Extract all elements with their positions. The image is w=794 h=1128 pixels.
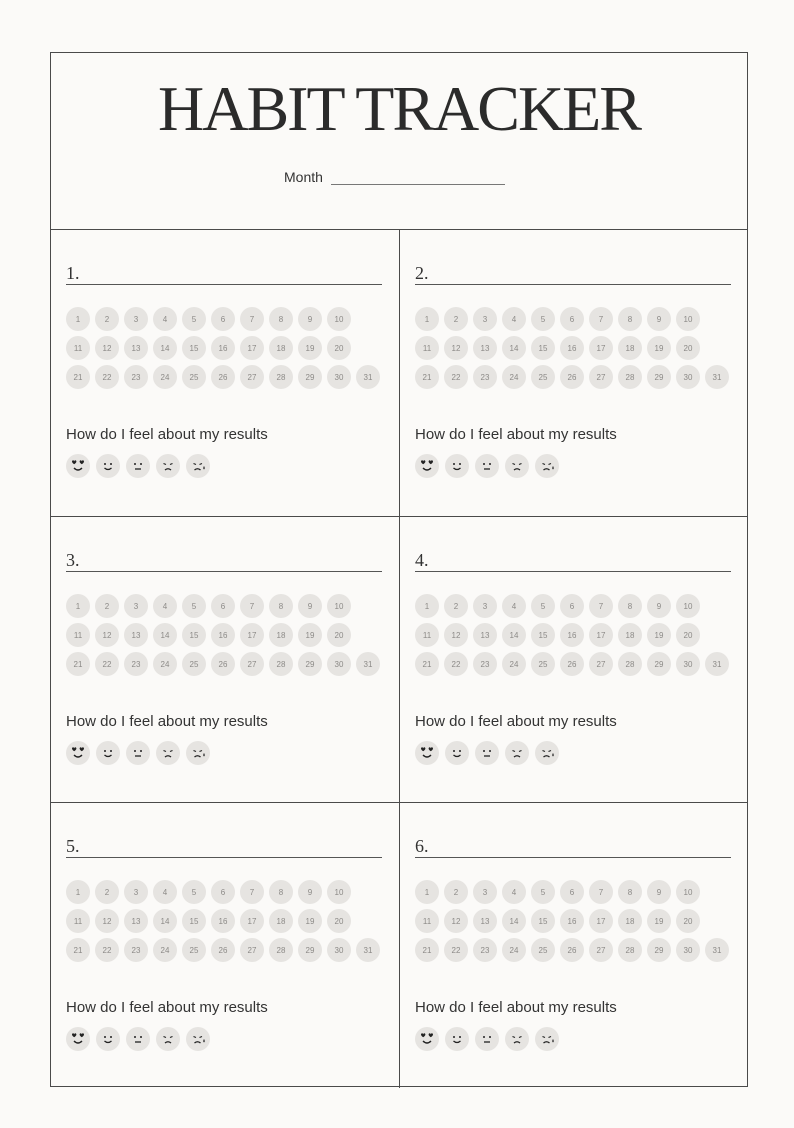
- day-row: [415, 880, 735, 909]
- day-circle[interactable]: 22: [444, 652, 468, 676]
- day-circle[interactable]: 31: [356, 652, 380, 676]
- day-circle[interactable]: 14: [502, 336, 526, 360]
- day-circle[interactable]: 10: [327, 307, 351, 331]
- smile-face-icon[interactable]: [96, 1027, 120, 1051]
- day-circle[interactable]: 23: [124, 365, 148, 389]
- day-circle[interactable]: 24: [153, 365, 177, 389]
- day-circle[interactable]: 27: [589, 652, 613, 676]
- day-circle[interactable]: 18: [618, 336, 642, 360]
- day-circle[interactable]: 8: [269, 880, 293, 904]
- day-circle[interactable]: 15: [182, 336, 206, 360]
- day-circle[interactable]: 24: [153, 652, 177, 676]
- day-circle[interactable]: 7: [240, 594, 264, 618]
- day-circle[interactable]: 4: [153, 307, 177, 331]
- day-circle[interactable]: 12: [444, 336, 468, 360]
- day-circle[interactable]: 11: [66, 623, 90, 647]
- day-circle[interactable]: 1: [66, 307, 90, 331]
- smile-face-icon[interactable]: [96, 741, 120, 765]
- habit-card: [51, 230, 400, 516]
- day-circle[interactable]: 16: [211, 623, 235, 647]
- crying-face-icon[interactable]: [535, 1027, 559, 1051]
- day-circle[interactable]: 4: [502, 307, 526, 331]
- day-circle[interactable]: 7: [589, 594, 613, 618]
- habit-grid: [51, 230, 747, 1086]
- day-circle[interactable]: 5: [531, 880, 555, 904]
- day-circle[interactable]: 29: [647, 365, 671, 389]
- day-circle[interactable]: 23: [473, 365, 497, 389]
- day-circle[interactable]: 12: [444, 623, 468, 647]
- day-circle[interactable]: 8: [618, 880, 642, 904]
- day-circle[interactable]: 28: [269, 652, 293, 676]
- day-circle[interactable]: 20: [327, 623, 351, 647]
- day-row: [66, 365, 386, 394]
- day-circle[interactable]: 31: [705, 365, 729, 389]
- habit-name-line[interactable]: 1.: [66, 262, 382, 285]
- mood-options: [415, 1027, 565, 1051]
- habit-name-line[interactable]: 2.: [415, 262, 731, 285]
- day-circle[interactable]: 10: [327, 594, 351, 618]
- header: [51, 53, 747, 230]
- habit-name-line[interactable]: 3.: [66, 549, 382, 572]
- day-circle[interactable]: 18: [618, 909, 642, 933]
- day-circle[interactable]: 27: [240, 365, 264, 389]
- day-circle[interactable]: 14: [153, 336, 177, 360]
- mood-options: [66, 1027, 216, 1051]
- day-circle[interactable]: 13: [124, 909, 148, 933]
- habit-card: [51, 516, 400, 802]
- day-circle[interactable]: 27: [240, 652, 264, 676]
- day-grid: [415, 594, 735, 681]
- day-circle[interactable]: 2: [444, 880, 468, 904]
- day-circle[interactable]: 21: [415, 938, 439, 962]
- day-circle[interactable]: 7: [589, 880, 613, 904]
- day-circle[interactable]: 18: [269, 336, 293, 360]
- neutral-face-icon[interactable]: [126, 741, 150, 765]
- day-circle[interactable]: 14: [153, 909, 177, 933]
- month-label: Month: [284, 169, 323, 185]
- day-circle[interactable]: 28: [618, 938, 642, 962]
- day-row: [415, 938, 735, 967]
- day-circle[interactable]: 10: [327, 880, 351, 904]
- day-circle[interactable]: 17: [240, 909, 264, 933]
- day-circle[interactable]: 30: [327, 938, 351, 962]
- day-circle[interactable]: 12: [95, 909, 119, 933]
- month-row: [284, 169, 505, 185]
- day-row: [415, 594, 735, 623]
- day-circle[interactable]: 10: [676, 594, 700, 618]
- day-circle[interactable]: 29: [298, 938, 322, 962]
- day-circle[interactable]: 20: [676, 336, 700, 360]
- habit-name-line[interactable]: 4.: [415, 549, 731, 572]
- day-circle[interactable]: 3: [473, 880, 497, 904]
- day-circle[interactable]: 15: [531, 909, 555, 933]
- day-circle[interactable]: 15: [531, 336, 555, 360]
- neutral-face-icon[interactable]: [475, 454, 499, 478]
- day-row: [415, 909, 735, 938]
- day-circle[interactable]: 19: [298, 623, 322, 647]
- day-circle[interactable]: 7: [240, 307, 264, 331]
- day-circle[interactable]: 31: [705, 938, 729, 962]
- day-circle[interactable]: 30: [327, 652, 351, 676]
- day-circle[interactable]: 23: [473, 652, 497, 676]
- day-circle[interactable]: 1: [66, 880, 90, 904]
- day-circle[interactable]: 8: [269, 307, 293, 331]
- day-circle[interactable]: 26: [211, 652, 235, 676]
- day-row: [66, 307, 386, 336]
- feel-prompt: How do I feel about my results: [415, 713, 617, 730]
- day-circle[interactable]: 31: [356, 365, 380, 389]
- day-circle[interactable]: 4: [502, 880, 526, 904]
- day-circle[interactable]: 20: [676, 623, 700, 647]
- day-circle[interactable]: 21: [66, 652, 90, 676]
- day-circle[interactable]: 23: [124, 938, 148, 962]
- day-row: [66, 909, 386, 938]
- day-circle[interactable]: 14: [502, 623, 526, 647]
- day-circle[interactable]: 20: [676, 909, 700, 933]
- day-circle[interactable]: 16: [211, 909, 235, 933]
- day-circle[interactable]: 19: [647, 336, 671, 360]
- day-circle[interactable]: 2: [95, 307, 119, 331]
- habit-card: [51, 802, 400, 1088]
- day-circle[interactable]: 29: [647, 652, 671, 676]
- crying-face-icon[interactable]: [186, 454, 210, 478]
- day-row: [66, 594, 386, 623]
- day-circle[interactable]: 16: [560, 336, 584, 360]
- habit-card: [399, 802, 748, 1088]
- day-row: [66, 652, 386, 681]
- mood-options: [66, 741, 216, 765]
- day-circle[interactable]: 3: [473, 307, 497, 331]
- day-circle[interactable]: 5: [531, 594, 555, 618]
- sad-face-icon[interactable]: [505, 454, 529, 478]
- day-circle[interactable]: 2: [444, 307, 468, 331]
- day-circle[interactable]: 5: [182, 307, 206, 331]
- day-row: [66, 938, 386, 967]
- day-circle[interactable]: 13: [124, 623, 148, 647]
- day-circle[interactable]: 19: [647, 909, 671, 933]
- mood-options: [415, 741, 565, 765]
- day-circle[interactable]: 25: [531, 365, 555, 389]
- day-circle[interactable]: 2: [444, 594, 468, 618]
- day-circle[interactable]: 15: [531, 623, 555, 647]
- day-circle[interactable]: 12: [444, 909, 468, 933]
- day-circle[interactable]: 27: [589, 365, 613, 389]
- crying-face-icon[interactable]: [186, 1027, 210, 1051]
- day-circle[interactable]: 6: [560, 594, 584, 618]
- day-circle[interactable]: 3: [124, 307, 148, 331]
- mood-options: [415, 454, 565, 478]
- day-row: [66, 623, 386, 652]
- day-circle[interactable]: 17: [240, 623, 264, 647]
- day-circle[interactable]: 17: [589, 336, 613, 360]
- neutral-face-icon[interactable]: [126, 454, 150, 478]
- day-row: [66, 336, 386, 365]
- day-circle[interactable]: 22: [95, 652, 119, 676]
- day-circle[interactable]: 10: [676, 880, 700, 904]
- day-circle[interactable]: 10: [676, 307, 700, 331]
- day-circle[interactable]: 3: [124, 880, 148, 904]
- day-circle[interactable]: 15: [182, 909, 206, 933]
- love-face-icon[interactable]: [415, 454, 439, 478]
- day-circle[interactable]: 27: [240, 938, 264, 962]
- day-circle[interactable]: 26: [211, 365, 235, 389]
- day-circle[interactable]: 2: [95, 880, 119, 904]
- day-circle[interactable]: 26: [560, 938, 584, 962]
- day-circle[interactable]: 6: [211, 594, 235, 618]
- day-circle[interactable]: 4: [153, 880, 177, 904]
- day-circle[interactable]: 24: [153, 938, 177, 962]
- day-circle[interactable]: 16: [211, 336, 235, 360]
- day-circle[interactable]: 19: [298, 336, 322, 360]
- sad-face-icon[interactable]: [156, 1027, 180, 1051]
- day-circle[interactable]: 22: [444, 365, 468, 389]
- day-circle[interactable]: 3: [124, 594, 148, 618]
- mood-options: [66, 454, 216, 478]
- day-circle[interactable]: 13: [473, 336, 497, 360]
- day-circle[interactable]: 18: [269, 623, 293, 647]
- day-circle[interactable]: 15: [182, 623, 206, 647]
- day-circle[interactable]: 16: [560, 909, 584, 933]
- day-circle[interactable]: 30: [327, 365, 351, 389]
- day-circle[interactable]: 28: [618, 652, 642, 676]
- day-circle[interactable]: 13: [473, 909, 497, 933]
- day-circle[interactable]: 27: [589, 938, 613, 962]
- day-grid: [415, 880, 735, 967]
- day-circle[interactable]: 7: [589, 307, 613, 331]
- feel-prompt: How do I feel about my results: [415, 999, 617, 1016]
- day-circle[interactable]: 20: [327, 909, 351, 933]
- crying-face-icon[interactable]: [186, 741, 210, 765]
- day-circle[interactable]: 25: [182, 938, 206, 962]
- feel-prompt: How do I feel about my results: [415, 426, 617, 443]
- day-circle[interactable]: 8: [618, 307, 642, 331]
- feel-prompt: How do I feel about my results: [66, 999, 268, 1016]
- day-circle[interactable]: 21: [415, 365, 439, 389]
- day-circle[interactable]: 19: [647, 623, 671, 647]
- day-circle[interactable]: 28: [269, 938, 293, 962]
- day-circle[interactable]: 31: [705, 652, 729, 676]
- habit-name-line[interactable]: 5.: [66, 835, 382, 858]
- love-face-icon[interactable]: [415, 741, 439, 765]
- day-circle[interactable]: 2: [95, 594, 119, 618]
- day-circle[interactable]: 13: [124, 336, 148, 360]
- day-circle[interactable]: 17: [240, 336, 264, 360]
- day-circle[interactable]: 9: [647, 307, 671, 331]
- day-circle[interactable]: 14: [153, 623, 177, 647]
- day-circle[interactable]: 22: [444, 938, 468, 962]
- day-circle[interactable]: 8: [269, 594, 293, 618]
- day-circle[interactable]: 13: [473, 623, 497, 647]
- day-circle[interactable]: 22: [95, 365, 119, 389]
- day-circle[interactable]: 21: [66, 365, 90, 389]
- day-grid: [66, 880, 386, 967]
- day-circle[interactable]: 28: [618, 365, 642, 389]
- feel-prompt: How do I feel about my results: [66, 713, 268, 730]
- day-circle[interactable]: 25: [182, 365, 206, 389]
- sad-face-icon[interactable]: [505, 741, 529, 765]
- day-circle[interactable]: 26: [211, 938, 235, 962]
- neutral-face-icon[interactable]: [475, 1027, 499, 1051]
- day-row: [415, 652, 735, 681]
- day-grid: [66, 307, 386, 394]
- day-circle[interactable]: 12: [95, 623, 119, 647]
- day-circle[interactable]: 18: [618, 623, 642, 647]
- day-circle[interactable]: 23: [473, 938, 497, 962]
- love-face-icon[interactable]: [415, 1027, 439, 1051]
- day-circle[interactable]: 1: [415, 594, 439, 618]
- smile-face-icon[interactable]: [445, 454, 469, 478]
- day-row: [415, 336, 735, 365]
- day-circle[interactable]: 20: [327, 336, 351, 360]
- day-circle[interactable]: 9: [298, 880, 322, 904]
- day-circle[interactable]: 17: [589, 909, 613, 933]
- day-circle[interactable]: 4: [153, 594, 177, 618]
- day-circle[interactable]: 1: [415, 880, 439, 904]
- day-circle[interactable]: 30: [676, 938, 700, 962]
- smile-face-icon[interactable]: [96, 454, 120, 478]
- day-circle[interactable]: 12: [95, 336, 119, 360]
- day-circle[interactable]: 5: [182, 594, 206, 618]
- smile-face-icon[interactable]: [445, 1027, 469, 1051]
- day-circle[interactable]: 11: [66, 909, 90, 933]
- day-circle[interactable]: 1: [415, 307, 439, 331]
- day-circle[interactable]: 22: [95, 938, 119, 962]
- day-circle[interactable]: 5: [531, 307, 555, 331]
- habit-card: [399, 516, 748, 802]
- love-face-icon[interactable]: [66, 741, 90, 765]
- day-circle[interactable]: 30: [676, 365, 700, 389]
- habit-name-line[interactable]: 6.: [415, 835, 731, 858]
- love-face-icon[interactable]: [66, 454, 90, 478]
- day-circle[interactable]: 26: [560, 365, 584, 389]
- day-circle[interactable]: 31: [356, 938, 380, 962]
- day-row: [415, 365, 735, 394]
- day-circle[interactable]: 21: [66, 938, 90, 962]
- day-circle[interactable]: 25: [531, 652, 555, 676]
- day-circle[interactable]: 25: [531, 938, 555, 962]
- sad-face-icon[interactable]: [156, 454, 180, 478]
- day-circle[interactable]: 29: [298, 365, 322, 389]
- day-circle[interactable]: 24: [502, 365, 526, 389]
- day-circle[interactable]: 6: [211, 307, 235, 331]
- day-grid: [415, 307, 735, 394]
- day-circle[interactable]: 6: [560, 880, 584, 904]
- crying-face-icon[interactable]: [535, 454, 559, 478]
- day-circle[interactable]: 11: [415, 623, 439, 647]
- habit-card: [399, 230, 748, 516]
- sad-face-icon[interactable]: [156, 741, 180, 765]
- neutral-face-icon[interactable]: [126, 1027, 150, 1051]
- day-row: [415, 623, 735, 652]
- day-circle[interactable]: 7: [240, 880, 264, 904]
- day-row: [66, 880, 386, 909]
- day-circle[interactable]: 29: [298, 652, 322, 676]
- day-circle[interactable]: 6: [560, 307, 584, 331]
- day-circle[interactable]: 29: [647, 938, 671, 962]
- page-title: HABIT TRACKER: [158, 73, 640, 144]
- feel-prompt: How do I feel about my results: [66, 426, 268, 443]
- day-circle[interactable]: 5: [182, 880, 206, 904]
- day-circle[interactable]: 11: [415, 336, 439, 360]
- neutral-face-icon[interactable]: [475, 741, 499, 765]
- day-circle[interactable]: 24: [502, 652, 526, 676]
- day-circle[interactable]: 9: [298, 307, 322, 331]
- day-grid: [66, 594, 386, 681]
- crying-face-icon[interactable]: [535, 741, 559, 765]
- day-circle[interactable]: 4: [502, 594, 526, 618]
- day-circle[interactable]: 28: [269, 365, 293, 389]
- day-row: [415, 307, 735, 336]
- day-circle[interactable]: 25: [182, 652, 206, 676]
- smile-face-icon[interactable]: [445, 741, 469, 765]
- day-circle[interactable]: 17: [589, 623, 613, 647]
- day-circle[interactable]: 6: [211, 880, 235, 904]
- day-circle[interactable]: 9: [647, 880, 671, 904]
- day-circle[interactable]: 8: [618, 594, 642, 618]
- day-circle[interactable]: 18: [269, 909, 293, 933]
- day-circle[interactable]: 1: [66, 594, 90, 618]
- day-circle[interactable]: 11: [66, 336, 90, 360]
- day-circle[interactable]: 30: [676, 652, 700, 676]
- day-circle[interactable]: 3: [473, 594, 497, 618]
- day-circle[interactable]: 11: [415, 909, 439, 933]
- day-circle[interactable]: 9: [647, 594, 671, 618]
- month-input-line[interactable]: [331, 170, 505, 185]
- love-face-icon[interactable]: [66, 1027, 90, 1051]
- sad-face-icon[interactable]: [505, 1027, 529, 1051]
- day-circle[interactable]: 9: [298, 594, 322, 618]
- day-circle[interactable]: 26: [560, 652, 584, 676]
- day-circle[interactable]: 21: [415, 652, 439, 676]
- day-circle[interactable]: 16: [560, 623, 584, 647]
- habit-tracker-sheet: [50, 52, 748, 1087]
- day-circle[interactable]: 24: [502, 938, 526, 962]
- day-circle[interactable]: 23: [124, 652, 148, 676]
- day-circle[interactable]: 19: [298, 909, 322, 933]
- day-circle[interactable]: 14: [502, 909, 526, 933]
